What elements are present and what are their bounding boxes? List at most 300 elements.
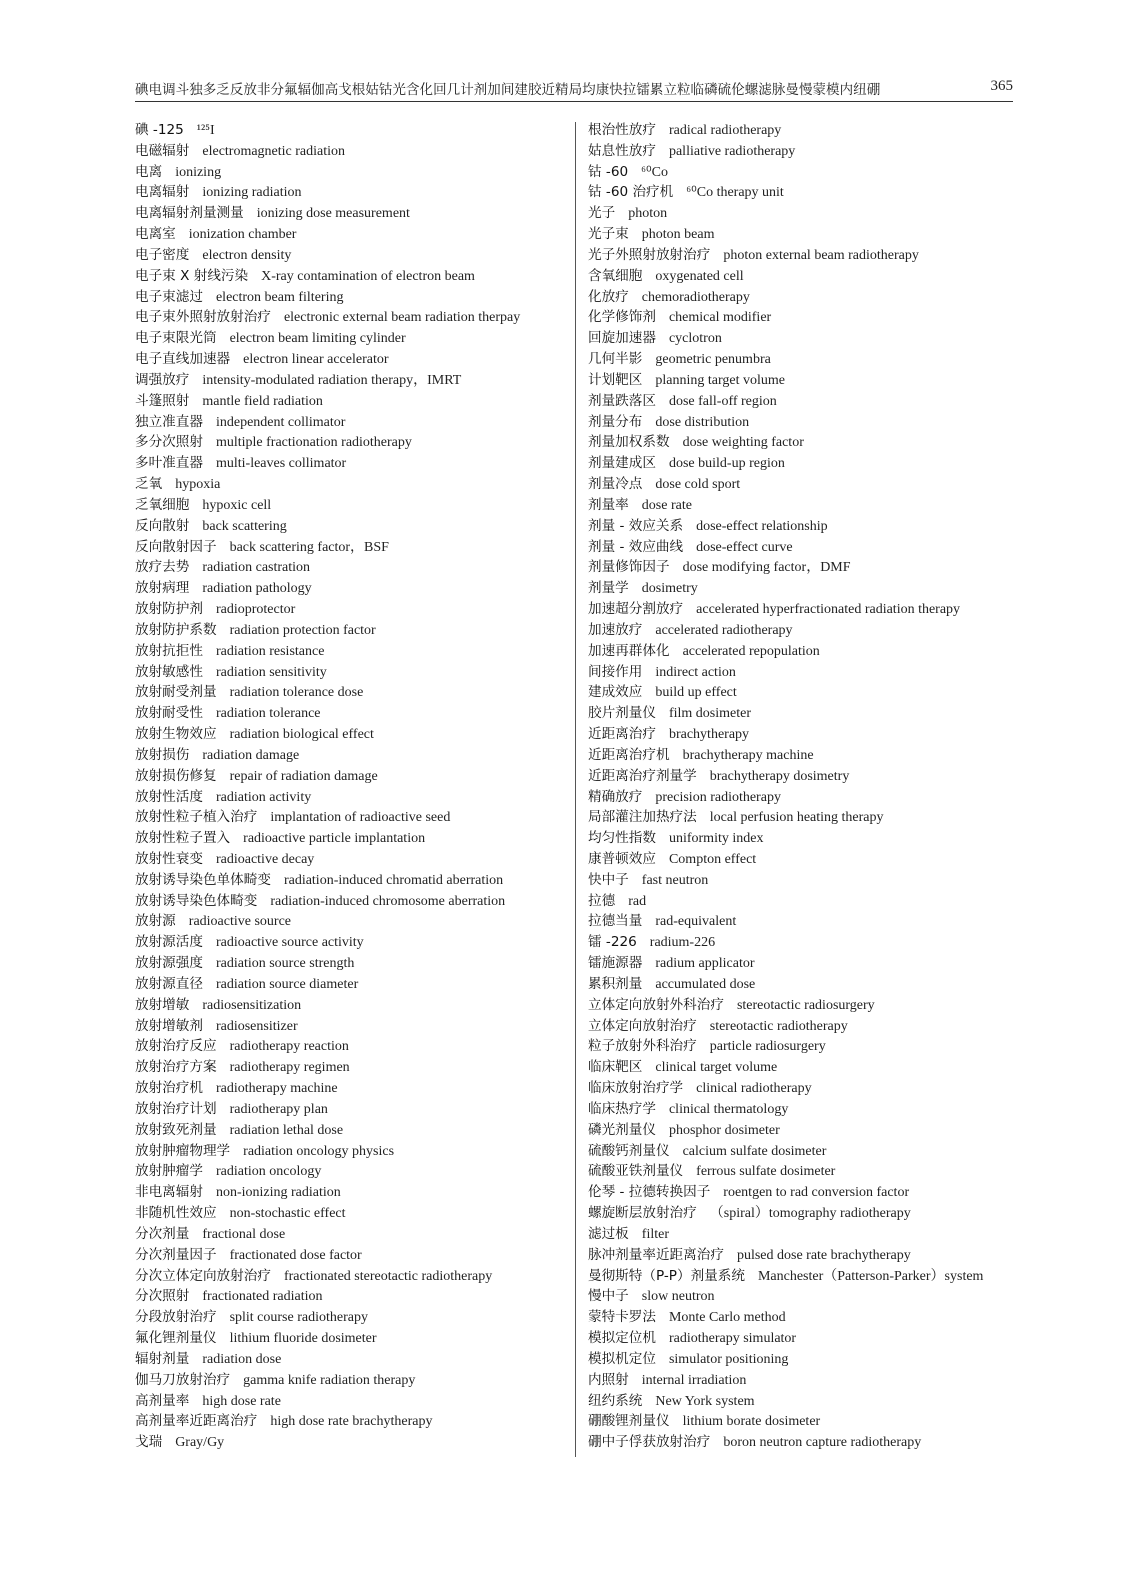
glossary-entry xyxy=(135,995,565,1016)
term-english: electron beam filtering xyxy=(215,289,344,305)
term-english: brachytherapy xyxy=(668,727,750,743)
glossary-entry xyxy=(135,245,565,266)
glossary-entry xyxy=(135,974,565,995)
term-chinese: 剂量分布 xyxy=(588,413,643,430)
term-chinese: 剂量率 xyxy=(588,496,629,513)
term-chinese: 蒙特卡罗法 xyxy=(588,1309,656,1326)
term-english: radioactive particle implantation xyxy=(243,831,426,847)
glossary-entry xyxy=(135,891,565,912)
header-rule xyxy=(135,101,1013,102)
term-english: ⁶⁰Co therapy unit xyxy=(686,185,784,201)
term-english: New York system xyxy=(655,1393,755,1409)
glossary-entry xyxy=(588,516,1008,537)
term-english: radical radiotherapy xyxy=(668,123,782,138)
glossary-entry xyxy=(588,682,1008,703)
glossary-entry xyxy=(588,1078,1008,1099)
term-chinese: 电子束 X 射线污染 xyxy=(135,267,249,284)
glossary-entry xyxy=(135,578,565,599)
term-chinese: 放射治疗方案 xyxy=(135,1059,217,1076)
term-chinese: 近距离治疗机 xyxy=(588,746,670,763)
glossary-entry xyxy=(588,162,1008,183)
header-title: 碘电调斗独多乏反放非分氟辐伽高戈根姑钴光含化回几计剂加间建胶近精局均康快拉镭累立粒临磷硫伦螺滤脉曼慢蒙模内纽硼 xyxy=(135,82,881,98)
glossary-entry xyxy=(135,412,565,433)
term-english: accelerated repopulation xyxy=(682,643,820,659)
term-chinese: 高剂量率近距离治疗 xyxy=(135,1413,258,1430)
glossary-entry xyxy=(135,1370,565,1391)
term-english: mantle field radiation xyxy=(202,393,323,409)
term-english: dose-effect relationship xyxy=(696,518,828,534)
term-chinese: 斗篷照射 xyxy=(135,392,190,409)
term-english: radiation-induced chromatid aberration xyxy=(283,872,504,888)
term-english: radiosensitization xyxy=(202,997,302,1013)
term-chinese: 多叶准直器 xyxy=(135,455,203,472)
term-chinese: 临床放射治疗学 xyxy=(588,1080,684,1097)
term-chinese: 多分次照射 xyxy=(135,434,203,451)
glossary-entry xyxy=(135,599,565,620)
term-english: geometric penumbra xyxy=(655,352,771,368)
glossary-entry xyxy=(135,1099,565,1120)
term-chinese: 剂量 - 效应曲线 xyxy=(588,538,684,555)
glossary-entry xyxy=(135,1307,565,1328)
glossary-entry xyxy=(588,245,1008,266)
glossary-entry xyxy=(588,495,1008,516)
term-chinese: 放射耐受剂量 xyxy=(135,684,217,701)
term-chinese: 放射损伤修复 xyxy=(135,767,217,784)
term-english: radiation sensitivity xyxy=(215,664,327,680)
term-chinese: 光子外照射放射治疗 xyxy=(588,246,711,263)
term-english: rad xyxy=(628,893,647,909)
term-english: radiation pathology xyxy=(202,581,312,597)
term-english: gamma knife radiation therapy xyxy=(243,1372,416,1388)
term-english: electron density xyxy=(202,247,292,263)
glossary-entry xyxy=(588,203,1008,224)
term-chinese: 近距离治疗剂量学 xyxy=(588,767,697,784)
glossary-entry xyxy=(588,1370,1008,1391)
term-english: palliative radiotherapy xyxy=(668,143,796,159)
column-divider xyxy=(575,122,576,1457)
term-english: radiotherapy regimen xyxy=(229,1060,350,1076)
glossary-entry xyxy=(588,911,1008,932)
term-english: roentgen to rad conversion factor xyxy=(723,1185,910,1201)
term-chinese: 镭 -226 xyxy=(588,934,637,951)
term-english: radiation damage xyxy=(202,747,300,763)
glossary-entry xyxy=(135,162,565,183)
glossary-entry xyxy=(135,1078,565,1099)
term-chinese: 反向散射因子 xyxy=(135,538,217,555)
term-chinese: 几何半影 xyxy=(588,351,643,368)
term-english: oxygenated cell xyxy=(655,268,744,284)
term-english: radiation-induced chromosome aberration xyxy=(270,893,506,909)
glossary-entry xyxy=(588,1016,1008,1037)
term-english: radiosensitizer xyxy=(215,1018,298,1034)
term-chinese: 分次剂量因子 xyxy=(135,1246,217,1263)
glossary-entry xyxy=(588,932,1008,953)
term-chinese: 康普顿效应 xyxy=(588,850,656,867)
term-english: ionizing radiation xyxy=(202,185,302,201)
term-chinese: 胶片剂量仪 xyxy=(588,705,656,722)
glossary-entry xyxy=(588,849,1008,870)
term-chinese: 拉德 xyxy=(588,892,616,909)
term-english: radium applicator xyxy=(655,956,755,972)
term-english: fractionated stereotactic radiotherapy xyxy=(283,1268,493,1284)
term-english: intensity-modulated radiation therapy，IMRT xyxy=(202,372,462,388)
term-chinese: 均匀性指数 xyxy=(588,830,656,847)
term-english: chemical modifier xyxy=(668,310,772,326)
term-chinese: 伽马刀放射治疗 xyxy=(135,1371,231,1388)
glossary-entry xyxy=(135,1266,565,1287)
term-chinese: 分次立体定向放射治疗 xyxy=(135,1267,271,1284)
term-chinese: 剂量建成区 xyxy=(588,455,656,472)
glossary-entry xyxy=(135,266,565,287)
term-english: uniformity index xyxy=(668,831,764,847)
term-chinese: 高剂量率 xyxy=(135,1392,190,1409)
glossary-entry xyxy=(588,1099,1008,1120)
glossary-entry xyxy=(135,474,565,495)
term-chinese: 建成效应 xyxy=(588,684,643,701)
term-chinese: 电子直线加速器 xyxy=(135,351,231,368)
term-english: non-ionizing radiation xyxy=(215,1185,341,1201)
term-english: radiation resistance xyxy=(215,643,325,659)
term-chinese: 电离辐射剂量测量 xyxy=(135,205,244,222)
term-english: hypoxic cell xyxy=(202,497,272,513)
term-chinese: 分次剂量 xyxy=(135,1225,190,1242)
glossary-entry xyxy=(588,328,1008,349)
glossary-entry xyxy=(588,891,1008,912)
term-english: multiple fractionation radiotherapy xyxy=(215,435,412,451)
glossary-entry xyxy=(135,724,565,745)
term-english: radiation activity xyxy=(215,789,312,805)
term-chinese: 间接作用 xyxy=(588,663,643,680)
glossary-entry xyxy=(135,1349,565,1370)
term-english: electron linear accelerator xyxy=(243,352,389,368)
term-chinese: 辐射剂量 xyxy=(135,1350,190,1367)
term-english: internal irradiation xyxy=(641,1372,747,1388)
term-english: calcium sulfate dosimeter xyxy=(682,1143,827,1159)
term-chinese: 加速超分割放疗 xyxy=(588,601,684,618)
term-chinese: 放射耐受性 xyxy=(135,705,203,722)
term-chinese: 放射增敏 xyxy=(135,996,190,1013)
term-chinese: 放射增敏剂 xyxy=(135,1017,203,1034)
term-chinese: 曼彻斯特（P-P）剂量系统 xyxy=(588,1267,745,1284)
glossary-entry xyxy=(135,307,565,328)
term-chinese: 戈瑞 xyxy=(135,1434,163,1451)
term-chinese: 计划靶区 xyxy=(588,371,643,388)
term-english: Manchester（Patterson-Parker）system xyxy=(757,1268,984,1284)
term-english: multi-leaves collimator xyxy=(215,456,347,472)
glossary-entry xyxy=(588,266,1008,287)
glossary-entry xyxy=(588,1224,1008,1245)
glossary-entry xyxy=(588,578,1008,599)
term-english: radiation dose xyxy=(202,1351,282,1367)
term-chinese: 放射源直径 xyxy=(135,975,203,992)
term-english: non-stochastic effect xyxy=(229,1206,346,1222)
glossary-entry xyxy=(135,1182,565,1203)
term-english: accelerated radiotherapy xyxy=(655,622,793,638)
term-english: radiation lethal dose xyxy=(229,1122,344,1138)
term-english: stereotactic radiosurgery xyxy=(736,997,875,1013)
term-chinese: 螺旋断层放射治疗 xyxy=(588,1205,697,1222)
glossary-entry xyxy=(588,224,1008,245)
term-chinese: 根治性放疗 xyxy=(588,122,656,138)
glossary-entry xyxy=(588,641,1008,662)
term-english: simulator positioning xyxy=(668,1351,789,1367)
term-chinese: 剂量学 xyxy=(588,580,629,597)
glossary-entry xyxy=(135,1224,565,1245)
term-english: repair of radiation damage xyxy=(229,768,378,784)
glossary-entry xyxy=(135,1245,565,1266)
term-english: cyclotron xyxy=(668,331,722,347)
term-chinese: 拉德当量 xyxy=(588,913,643,930)
term-english: Compton effect xyxy=(668,851,757,867)
glossary-entry xyxy=(135,495,565,516)
glossary-entry xyxy=(135,1161,565,1182)
term-chinese: 放射病理 xyxy=(135,580,190,597)
term-english: fast neutron xyxy=(641,872,709,888)
term-english: photon xyxy=(628,206,668,222)
term-chinese: 立体定向放射治疗 xyxy=(588,1017,697,1034)
glossary-entry xyxy=(135,1286,565,1307)
term-chinese: 放射致死剂量 xyxy=(135,1121,217,1138)
term-chinese: 伦琴 - 拉德转换因子 xyxy=(588,1184,711,1201)
term-english: Gray/Gy xyxy=(175,1435,225,1451)
glossary-entry xyxy=(588,745,1008,766)
glossary-entry xyxy=(135,703,565,724)
glossary-entry xyxy=(135,1203,565,1224)
glossary-entry xyxy=(588,537,1008,558)
term-chinese: 放射性粒子置入 xyxy=(135,830,231,847)
term-chinese: 临床热疗学 xyxy=(588,1100,656,1117)
glossary-column-right xyxy=(588,120,1008,1453)
term-chinese: 硼中子俘获放射治疗 xyxy=(588,1434,711,1451)
term-english: lithium borate dosimeter xyxy=(682,1414,821,1430)
glossary-entry xyxy=(135,1120,565,1141)
term-chinese: 电离 xyxy=(135,163,163,180)
term-chinese: 放射源活度 xyxy=(135,934,203,951)
term-chinese: 放射治疗机 xyxy=(135,1080,203,1097)
glossary-entry xyxy=(135,370,565,391)
glossary-entry xyxy=(135,1036,565,1057)
term-chinese: 电离室 xyxy=(135,226,176,243)
glossary-entry xyxy=(588,1391,1008,1412)
term-english: high dose rate xyxy=(202,1393,281,1409)
glossary-entry xyxy=(135,766,565,787)
term-english: back scattering factor，BSF xyxy=(229,539,389,555)
glossary-entry xyxy=(135,1141,565,1162)
glossary-entry xyxy=(135,1432,565,1453)
term-chinese: 放射抗拒性 xyxy=(135,642,203,659)
glossary-entry xyxy=(588,557,1008,578)
glossary-entry xyxy=(588,307,1008,328)
page-number: 365 xyxy=(990,78,1013,94)
term-chinese: 非电离辐射 xyxy=(135,1184,203,1201)
term-chinese: 光子束 xyxy=(588,226,629,243)
glossary-entry xyxy=(588,1266,1008,1287)
term-english: high dose rate brachytherapy xyxy=(270,1414,433,1430)
term-chinese: 放射治疗计划 xyxy=(135,1100,217,1117)
term-english: accelerated hyperfractionated radiation therapy xyxy=(696,602,961,618)
glossary-entry xyxy=(135,1328,565,1349)
glossary-entry xyxy=(588,662,1008,683)
glossary-entry xyxy=(135,432,565,453)
term-english: electron beam limiting cylinder xyxy=(229,331,406,347)
glossary-entry xyxy=(135,1016,565,1037)
term-english: radiation tolerance dose xyxy=(229,685,364,701)
term-chinese: 放射性衰变 xyxy=(135,850,203,867)
term-chinese: 滤过板 xyxy=(588,1225,629,1242)
term-chinese: 氟化锂剂量仪 xyxy=(135,1330,217,1347)
glossary-entry xyxy=(135,787,565,808)
term-english: filter xyxy=(641,1226,669,1242)
glossary-entry xyxy=(135,287,565,308)
term-chinese: 放射诱导染色单体畸变 xyxy=(135,871,271,888)
term-chinese: 纽约系统 xyxy=(588,1392,643,1409)
term-english: radium-226 xyxy=(649,935,716,951)
term-chinese: 钴 -60 治疗机 xyxy=(588,184,674,201)
term-chinese: 姑息性放疗 xyxy=(588,142,656,159)
running-header xyxy=(135,78,1013,98)
term-chinese: 反向散射 xyxy=(135,517,190,534)
glossary-entry xyxy=(135,182,565,203)
glossary-entry xyxy=(588,599,1008,620)
term-chinese: 放射损伤 xyxy=(135,746,190,763)
term-chinese: 放射生物效应 xyxy=(135,726,217,743)
glossary-entry xyxy=(135,932,565,953)
term-english: stereotactic radiotherapy xyxy=(709,1018,848,1034)
glossary-entry xyxy=(588,182,1008,203)
term-english: fractionated dose factor xyxy=(229,1247,362,1263)
term-english: boron neutron capture radiotherapy xyxy=(723,1435,922,1451)
term-english: dose-effect curve xyxy=(696,539,793,555)
term-chinese: 临床靶区 xyxy=(588,1059,643,1076)
term-english: clinical target volume xyxy=(655,1060,778,1076)
term-english: accumulated dose xyxy=(655,976,756,992)
term-english: indirect action xyxy=(655,664,736,680)
glossary-entry xyxy=(135,391,565,412)
glossary-entry xyxy=(135,120,565,141)
term-chinese: 近距离治疗 xyxy=(588,726,656,743)
glossary-entry xyxy=(135,745,565,766)
term-english: hypoxia xyxy=(175,477,221,493)
glossary-entry xyxy=(588,349,1008,370)
term-chinese: 模拟机定位 xyxy=(588,1350,656,1367)
glossary-entry xyxy=(135,453,565,474)
term-english: independent collimator xyxy=(215,414,346,430)
term-english: brachytherapy machine xyxy=(682,747,814,763)
term-english: fractional dose xyxy=(202,1226,286,1242)
term-english: ¹²⁵I xyxy=(196,123,215,138)
term-english: fractionated radiation xyxy=(202,1289,323,1305)
glossary-entry xyxy=(588,953,1008,974)
term-chinese: 电子束滤过 xyxy=(135,288,203,305)
term-chinese: 电子密度 xyxy=(135,246,190,263)
term-english: ionizing dose measurement xyxy=(256,206,410,222)
term-chinese: 快中子 xyxy=(588,871,629,888)
term-english: slow neutron xyxy=(641,1289,715,1305)
term-english: radiation source strength xyxy=(215,956,355,972)
term-english: （spiral）tomography radiotherapy xyxy=(709,1206,911,1222)
glossary-entry xyxy=(135,682,565,703)
term-chinese: 非随机性效应 xyxy=(135,1205,217,1222)
term-english: radiation protection factor xyxy=(229,622,376,638)
term-chinese: 放射源强度 xyxy=(135,955,203,972)
glossary-entry xyxy=(588,1141,1008,1162)
term-english: radiation source diameter xyxy=(215,976,359,992)
glossary-entry xyxy=(588,766,1008,787)
term-english: ionizing xyxy=(175,164,222,180)
term-chinese: 剂量 - 效应关系 xyxy=(588,517,684,534)
glossary-entry xyxy=(588,1432,1008,1453)
term-english: clinical thermatology xyxy=(668,1101,789,1117)
term-english: radioprotector xyxy=(215,602,296,618)
term-chinese: 回旋加速器 xyxy=(588,330,656,347)
glossary-entry xyxy=(135,1057,565,1078)
term-chinese: 立体定向放射外科治疗 xyxy=(588,996,724,1013)
glossary-entry xyxy=(588,1057,1008,1078)
glossary-entry xyxy=(588,141,1008,162)
term-chinese: 调强放疗 xyxy=(135,371,190,388)
term-chinese: 剂量冷点 xyxy=(588,476,643,493)
term-english: clinical radiotherapy xyxy=(696,1081,812,1097)
glossary-entry xyxy=(588,1182,1008,1203)
term-english: back scattering xyxy=(202,518,287,534)
term-chinese: 电子束外照射放射治疗 xyxy=(135,309,271,326)
term-english: radiotherapy simulator xyxy=(668,1331,797,1347)
glossary-entry xyxy=(588,828,1008,849)
glossary-entry xyxy=(135,662,565,683)
term-english: dose weighting factor xyxy=(682,435,804,451)
glossary-entry xyxy=(135,349,565,370)
term-chinese: 放射防护剂 xyxy=(135,601,203,618)
glossary-entry xyxy=(135,828,565,849)
term-chinese: 放射肿瘤学 xyxy=(135,1163,203,1180)
term-chinese: 分段放射治疗 xyxy=(135,1309,217,1326)
term-english: lithium fluoride dosimeter xyxy=(229,1331,377,1347)
term-english: photon beam xyxy=(641,227,715,243)
term-chinese: 电离辐射 xyxy=(135,184,190,201)
glossary-entry xyxy=(135,641,565,662)
glossary-entry xyxy=(588,391,1008,412)
term-chinese: 乏氧细胞 xyxy=(135,496,190,513)
term-chinese: 慢中子 xyxy=(588,1288,629,1305)
term-english: radiation tolerance xyxy=(215,706,321,722)
glossary-entry xyxy=(588,287,1008,308)
term-chinese: 电磁辐射 xyxy=(135,142,190,159)
term-english: split course radiotherapy xyxy=(229,1310,368,1326)
term-english: radiotherapy reaction xyxy=(229,1039,349,1055)
term-english: radiotherapy machine xyxy=(215,1081,338,1097)
glossary-entry xyxy=(135,224,565,245)
term-english: radioactive source xyxy=(188,914,292,930)
term-english: radiation castration xyxy=(202,560,311,576)
term-english: X-ray contamination of electron beam xyxy=(261,268,475,284)
term-chinese: 放射肿瘤物理学 xyxy=(135,1142,231,1159)
term-chinese: 化学修饰剂 xyxy=(588,309,656,326)
term-english: radioactive source activity xyxy=(215,935,364,951)
glossary-entry xyxy=(588,703,1008,724)
glossary-entry xyxy=(135,516,565,537)
term-english: ionization chamber xyxy=(188,227,297,243)
term-chinese: 放射敏感性 xyxy=(135,663,203,680)
term-chinese: 碘 -125 xyxy=(135,122,184,138)
glossary-entry xyxy=(588,1307,1008,1328)
glossary-entry xyxy=(588,1120,1008,1141)
glossary-entry xyxy=(135,141,565,162)
glossary-entry xyxy=(588,1349,1008,1370)
term-english: dose distribution xyxy=(655,414,750,430)
glossary-entry xyxy=(135,1411,565,1432)
term-english: build up effect xyxy=(655,685,737,701)
term-chinese: 独立准直器 xyxy=(135,413,203,430)
